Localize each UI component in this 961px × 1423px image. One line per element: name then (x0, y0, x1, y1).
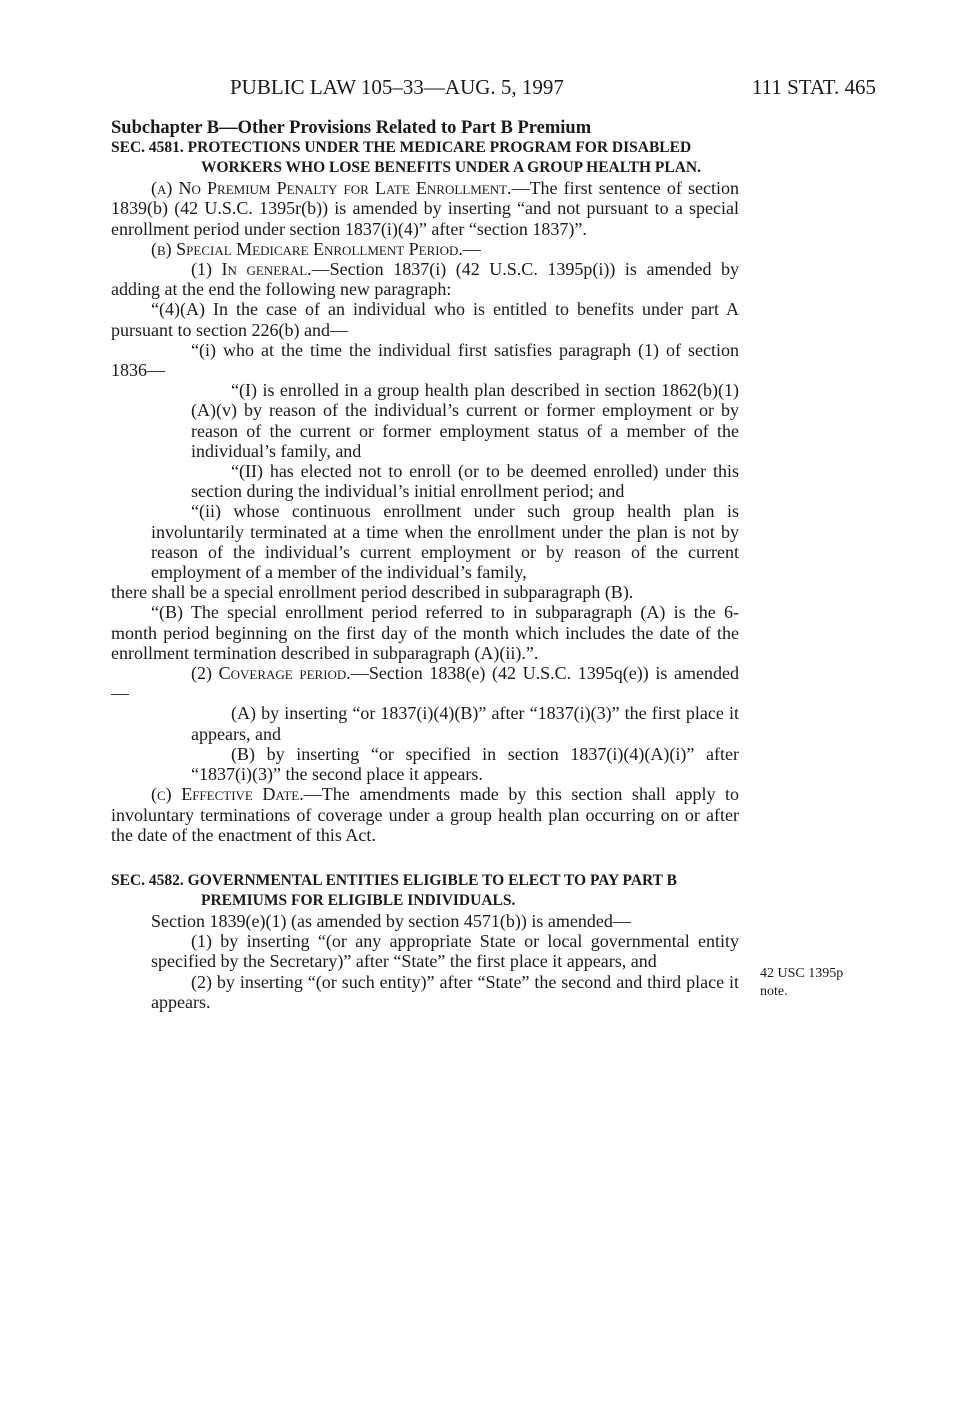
subsection-a (111, 178, 739, 239)
subsection-a-label: (a) No Premium Penalty for Late Enrollment. (151, 178, 512, 199)
subsection-c-text: —The amendments made by this section shall apply to involuntary terminations of coverage under a group health plan occurring on or after the date of the enactment of this Act. (111, 784, 740, 845)
paragraph-b1 (111, 259, 739, 299)
running-header (0, 75, 961, 101)
paragraph-b2-text: —Section 1838(e) (42 U.S.C. 1395q(e)) is amended— (111, 663, 739, 704)
margin-note (760, 965, 843, 1001)
section-4582-item-1: (1) by inserting “(or any appropriate State or local governmental entity specified by the Secretary)” after “State” the first place it appears, and (151, 931, 739, 972)
section-4582-intro: Section 1839(e)(1) (as amended by section 4571(b)) is amended— (151, 910, 631, 931)
section-spacer (111, 845, 739, 871)
subsection-b-text: — (462, 238, 481, 259)
there-shall-be-text: there shall be a special enrollment period described in subparagraph (B). (111, 582, 634, 603)
section-4582-item-2: (2) by inserting “(or such entity)” after “State” the second and third place it appears. (151, 971, 739, 1012)
public-law-citation: PUBLIC LAW 105–33—AUG. 5, 1997 (230, 75, 564, 99)
subsection-c (111, 784, 739, 845)
quoted-B: “(B) The special enrollment period referred to in subparagraph (A) is the 6-month period beginning on the first day of the month which includes the date of the enrollment termination described in subparagraph (A)(ii).”. (111, 602, 739, 663)
subsection-c-label: (c) Effective Date. (151, 784, 304, 805)
paragraph-b2 (111, 663, 739, 703)
subsection-b-label: (b) Special Medicare Enrollment Period. (151, 238, 463, 259)
paragraph-b1-text: —Section 1837(i) (42 U.S.C. 1395p(i)) is amended by adding at the end the following new paragraph: (111, 259, 740, 300)
document-body (111, 118, 739, 1012)
subsection-a-text: —The first sentence of section 1839(b) (42 U.S.C. 1395r(b)) is amended by inserting “and not pursuant to a special enrollment period under section 1837(i)(4)” after “section 1837)”. (111, 178, 739, 239)
paragraph-b2-label: (2) Coverage period. (191, 663, 351, 684)
section-4581-heading: SEC. 4581. PROTECTIONS UNDER THE MEDICARE PROGRAM FOR DISABLED WORKERS WHO LOSE BENEFITS UNDER A GROUP HEALTH PLAN. (111, 139, 701, 177)
subchapter-title: Subchapter B—Other Provisions Related to Part B Premium (111, 118, 592, 138)
quoted-clause-i: “(i) who at the time the individual first satisfies paragraph (1) of section 1836— (111, 339, 739, 381)
quoted-4A: “(4)(A) In the case of an individual who is entitled to benefits under part A pursuant to section 226(b) and— (111, 299, 739, 340)
paragraph-b1-label: (1) In general. (191, 259, 312, 280)
quoted-clause-ii: “(ii) whose continuous enrollment under such group health plan is involuntarily terminated at a time when the enrollment under the plan is not by reason of the individual’s current employment or by reason of the current employment of a member of the individual’s family, (151, 501, 739, 583)
quoted-subclause-II: “(II) has elected not to enroll (or to be deemed enrolled) under this section during the individual’s initial enrollment period; and (191, 461, 739, 502)
section-4582-heading: SEC. 4582. GOVERNMENTAL ENTITIES ELIGIBLE TO ELECT TO PAY PART B PREMIUMS FOR ELIGIBLE INDIVIDUALS. (111, 871, 677, 909)
margin-note-label: note. (760, 984, 788, 999)
subsection-b (111, 239, 739, 259)
subparagraph-b2A: (A) by inserting “or 1837(i)(4)(B)” after “1837(i)(3)” the first place it appears, and (191, 703, 739, 744)
margin-note-citation: 42 USC 1395p (760, 966, 844, 981)
statute-page-number: 111 STAT. 465 (751, 75, 876, 99)
subparagraph-b2B: (B) by inserting “or specified in section 1837(i)(4)(A)(i)” after “1837(i)(3)” the second place it appears. (191, 743, 739, 785)
quoted-subclause-I: “(I) is enrolled in a group health plan described in section 1862(b)(1)(A)(v) by reason of the individual’s current or former employment or by reason of the current or former employment status of a member of the individual’s family, and (191, 380, 739, 461)
